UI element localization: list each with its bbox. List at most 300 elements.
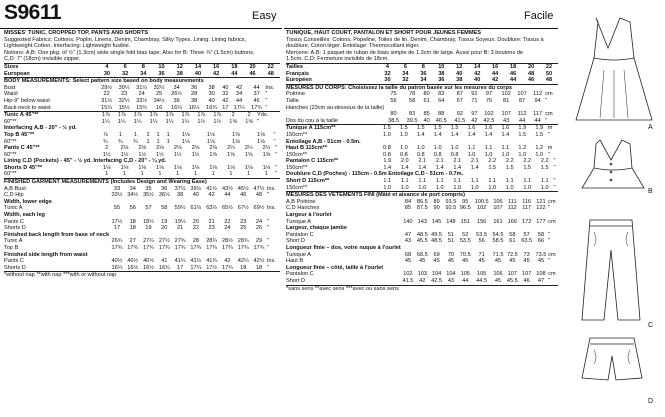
table-cell: 16¾ [156,265,172,272]
table-cell: 64 [432,98,451,105]
table-cell: 84 [401,199,415,206]
table-cell: 107 [491,205,505,212]
table-cell: ¾ [113,139,128,146]
table-cell [458,212,472,219]
table-cell [534,212,548,219]
table-cell: 1.4 [413,165,431,172]
table-cell: 72.5 [505,252,519,259]
unit-cell: Yds. [257,112,280,119]
fgm-title-fr: MESURES DES VÊTEMENTS FINI (Mâté et aisance de port compris) [286,192,558,199]
table-cell: 117 [530,111,545,118]
table-cell: 17 [172,265,188,272]
table-cell: 80 [421,91,432,98]
table-cell: 1⅞ [130,112,146,119]
table-cell: 17¾ [172,245,188,252]
unit-cell: m [548,125,558,132]
table-cell: 67½ [235,205,251,212]
table-cell: 47 [401,232,415,239]
table-cell: 87.5 [415,205,429,212]
table-cell: 26 [251,225,267,232]
table-cell: 45 [534,258,548,265]
title-en: MISSES' TUNIC, CROPPED TOP, PANTS AND SHORTS [4,30,280,37]
table-cell: 17¼ [188,265,204,272]
table-cell: 1.1 [483,178,501,185]
table-cell: 40½ [141,258,157,265]
table-cell: 43½ [220,186,236,193]
yardage-note [4,158,280,165]
unit-cell [548,212,558,219]
table-cell: 44 [530,118,545,125]
table-cell: 2.0 [396,158,414,165]
table-cell: 121 [534,199,548,206]
row-label: Longueur finie – dos, votre nuque à l'ourlet [286,245,401,252]
table-cell: 41½ [188,258,204,265]
row-label: A,B Poitrine [286,199,401,206]
unit-cell [548,245,558,252]
unit-cell [267,212,280,219]
fgm-row [286,278,558,285]
table-cell: 2.1 [413,158,431,165]
table-cell: 53.5 [458,238,472,245]
table-cell: 34½ [125,192,141,199]
unit-cell [267,199,280,206]
row-label: Pantalon C [286,232,401,239]
table-cell [204,212,220,219]
table-cell: 66 [534,238,548,245]
row-label: Largeur, chaque jambe [286,225,401,232]
table-cell: 38 [203,85,221,92]
table-cell: 1.0 [395,132,412,139]
unit-cell: " [267,225,280,232]
row-label: Européen [286,77,378,84]
table-cell: 1 [169,171,187,178]
table-cell: ¾ [128,139,143,146]
table-cell: 1 [116,171,134,178]
table-cell: 22 [262,64,280,71]
table-cell: 30½ [115,85,133,92]
table-cell: 2.1 [466,158,484,165]
table-cell: 67 [451,98,470,105]
level-en: Easy [252,10,276,22]
table-cell: 42 [204,192,220,199]
row-label: Pants C [4,258,109,265]
table-cell: 58 [505,232,519,239]
table-cell: 100.5 [472,199,490,206]
fabrics-line: C,D: 7" (18cm) invisible zipper. [4,56,280,63]
table-cell: 2¼ [240,145,258,152]
fabrics-line: Lightweight Cotton. Interfacing: Lightweight fusible. [4,43,280,50]
table-cell: 1.0 [413,185,431,192]
table-cell: 91.5 [444,199,458,206]
yardage-row [4,132,280,139]
table-cell: ¾ [98,139,113,146]
row-label: Tailles [286,64,378,71]
table-cell: 1.4 [431,165,449,172]
table-cell: 57 [141,205,157,212]
table-cell: 145 [429,219,443,226]
table-cell: 17¾ [251,245,267,252]
unit-cell [267,232,280,239]
table-cell: 1⅛ [173,132,198,139]
unit-cell [267,252,280,259]
table-cell: 45 [505,258,519,265]
table-cell: 12 [171,64,189,71]
table-cell: 17¾ [220,245,236,252]
table-cell: 52 [458,232,472,239]
row-label: Hanches (23cm au-dessous de la taille) [286,105,384,112]
table-cell [429,265,443,272]
fabrics-line: Mercerie: A,B: 1 paquet de ruban de biais simple de 1.3cm de large. Aussi pour B: 3 boutons de [286,50,558,57]
table-cell: 14 [468,64,486,71]
row-label: 150cm** [286,152,378,159]
table-cell: 107 [498,111,514,118]
table-cell: 2⅛ [169,145,187,152]
table-cell: 58 [534,232,548,239]
table-cell [109,212,125,219]
table-cell: 2¼ [222,145,240,152]
table-cell: 1.5 [483,165,501,172]
table-cell: 45 [444,258,458,265]
table-cell: 48.5 [415,232,429,239]
table-cell: 20 [243,64,261,71]
table-cell: 17¾ [248,105,266,112]
fgm-row [4,219,280,226]
table-cell: 1.0 [466,185,484,192]
table-cell: 4 [378,64,396,71]
unit-cell: " [548,278,558,285]
unit-cell: " [548,258,558,265]
fabrics-notions-en [4,37,280,63]
table-cell: 44 [514,118,530,125]
unit-cell: " [267,265,280,272]
table-cell: 17¾ [125,245,141,252]
table-cell: 1.0 [536,185,554,192]
table-cell: 38 [172,192,188,199]
row-label: Finished side length from waist [4,252,109,259]
table-cell: 71 [469,98,480,105]
table-cell: 35½ [141,192,157,199]
table-cell: 20 [188,219,204,226]
yardage-row [286,152,558,159]
table-cell: 17½ [204,265,220,272]
table-cell: 76 [480,98,499,105]
table-cell: 24 [133,91,151,98]
row-label: Back-neck to waist [4,105,98,112]
table-cell: 6 [116,64,134,71]
table-cell: 29 [251,238,267,245]
table-cell [141,199,157,206]
row-label: Tunique A 115cm** [286,125,378,132]
table-cell: 2.2 [518,158,536,165]
table-cell [472,212,490,219]
yardage-row [286,158,558,165]
body-title-en: BODY MEASUREMENTS: Select pattern size based on body measurements [4,78,280,85]
table-cell: 41¾ [204,258,220,265]
unit-cell: " [265,98,280,105]
table-cell: 15¼ [98,105,116,112]
table-cell: 0.8 [429,152,446,159]
table-cell: 42 [415,278,429,285]
table-cell: 95 [458,199,472,206]
table-cell: 46 [235,192,251,199]
fgm-row [286,258,558,265]
table-cell: 46 [504,71,522,78]
table-cell: 36 [152,71,170,78]
table-cell: 39½ [188,186,204,193]
table-cell: 46 [243,71,261,78]
table-cell: 43 [444,278,458,285]
yardage-block [4,112,280,125]
table-cell: 2 [225,112,241,119]
fgm-title-en: FINISHED GARMENT MEASUREMENTS (Includes Design and Wearing Ease) [4,179,280,186]
header-fr [284,0,558,29]
table-cell: 1⅛ [204,165,222,172]
table-cell: 42.5 [480,118,499,125]
table-cell: 2.2 [536,158,554,165]
table-cell [472,245,490,252]
table-cell [444,212,458,219]
table-cell: 1¼ [146,119,162,126]
table-cell: 58.5 [491,238,505,245]
table-cell: 26½ [168,91,186,98]
table-cell: 40½ [125,258,141,265]
table-cell: 44 [486,71,504,78]
table-cell [421,105,432,112]
yardage-block [4,165,280,178]
table-cell: 27 [125,238,141,245]
table-cell: 1.1 [396,178,414,185]
table-cell: 27¼ [141,238,157,245]
table-cell: 42½ [251,258,267,265]
table-cell: 18 [251,265,267,272]
table-cell: 45 [491,258,505,265]
table-cell: 34½ [150,98,168,105]
table-cell: 89 [429,199,443,206]
table-cell: 40 [450,71,468,78]
row-label: 150cm** [286,185,378,192]
row-label: Sizes [4,64,98,71]
shorts-d-drawing [582,338,642,380]
table-cell [534,225,548,232]
table-cell: 166 [505,219,519,226]
table-cell: 81 [498,98,514,105]
table-cell: 1.0 [396,185,414,192]
table-cell [530,105,545,112]
row-label: Tunique A [286,252,401,259]
table-cell: 42 [468,71,486,78]
row-label: 150cm** [286,132,378,139]
table-cell: 24 [251,219,267,226]
table-cell: 1 [128,132,143,139]
yardage-block [286,125,558,138]
table-cell: 36 [414,71,432,78]
table-cell [401,265,415,272]
body-row [286,98,558,105]
table-cell: 20 [156,225,172,232]
body-title-fr: MESURES DU CORPS: Choisissez la taille du patron basée sur les mesures du corps [286,85,558,92]
table-cell: 63.5 [519,238,533,245]
table-cell: 35 [141,186,157,193]
row-label: Top B 45"** [4,132,98,139]
table-cell: 1.5 [514,132,531,139]
table-cell: 2⅛ [151,145,169,152]
table-cell [505,245,519,252]
unit-cell: " [267,238,280,245]
table-cell [172,252,188,259]
table-cell: 1.0 [514,152,531,159]
table-cell: 16 [207,64,225,71]
table-cell [491,212,505,219]
row-label: Tunique A [286,219,401,226]
fgm-row [4,238,280,245]
table-cell: 46 [248,98,266,105]
table-cell: 1⅛ [222,165,240,172]
row-label: Dos du cou à la taille [286,118,384,125]
table-cell: 1⅛ [223,132,248,139]
footnote-en: *without nap **with nap ***with or without nap [4,271,280,279]
row-label: Pants C [4,219,109,226]
table-cell: 15¾ [133,105,151,112]
table-cell: 4 [98,64,116,71]
table-cell: 107 [514,91,530,98]
table-cell [125,232,141,239]
table-cell: 2.2 [501,158,519,165]
body-row [286,105,558,112]
table-cell: 85 [421,111,432,118]
row-label: Hip-9" below waist [4,98,98,105]
table-cell: 44 [220,192,236,199]
row-label: 60"** [4,171,98,178]
table-cell [472,265,490,272]
table-cell: 1.4 [463,132,480,139]
table-cell: 30 [98,71,116,78]
table-cell: 28 [185,91,203,98]
row-label: Taille [286,98,384,105]
yardage-block [4,158,280,165]
table-cell: 1½ [98,152,116,159]
table-cell: 61 [505,238,519,245]
row-label: Width, each leg [4,212,109,219]
table-cell: 1½ [193,119,209,126]
table-cell [472,225,490,232]
table-cell: 1½ [169,152,187,159]
table-cell: 42.5 [429,278,443,285]
table-cell: 43 [498,118,514,125]
table-cell [491,245,505,252]
table-cell [172,232,188,239]
yardage-row [4,171,280,178]
table-cell: 0.8 [412,152,429,159]
fgm-row [4,225,280,232]
table-cell: 40½ [109,258,125,265]
row-label: Bust [4,85,98,92]
table-cell: 70 [444,252,458,259]
table-cell: 17¼ [230,105,248,112]
table-cell: 18½ [141,219,157,226]
yardage-row [4,165,280,172]
table-cell: 69½ [251,205,267,212]
table-cell: 83 [432,91,451,98]
table-cell: 44 [504,77,522,84]
table-cell: 97 [480,91,499,98]
table-cell: 1⅛ [187,165,205,172]
table-cell: 1.0 [378,185,396,192]
table-cell: 45.5 [505,278,519,285]
yardage-row [286,165,558,172]
table-cell: 1.0 [483,185,501,192]
garment-illustrations [564,0,665,412]
table-cell: 1⅛ [151,165,169,172]
view-label-c: C [648,322,653,329]
table-cell: 1.1 [480,145,497,152]
row-label: Poitrine [286,91,384,98]
table-cell: 104 [444,271,458,278]
table-cell: 58 [156,205,172,212]
table-cell: 38 [171,71,189,78]
table-cell: 32½ [115,98,133,105]
unit-cell: " [548,152,558,159]
row-label: Finished back length from base of neck [4,232,109,239]
unit-cell: Ins. [267,205,280,212]
table-cell: 1 [222,171,240,178]
table-cell: 2⅛ [187,145,205,152]
table-cell: 46 [519,278,533,285]
table-cell: 56 [125,205,141,212]
table-cell: 83 [403,111,422,118]
unit-cell: " [275,145,280,152]
table-cell: 50 [540,71,558,78]
table-cell: 1.1 [378,178,396,185]
yardage-note-text: Entoilage A,B - 51cm - 0.5m. [286,139,558,146]
table-cell: 90 [429,205,443,212]
table-cell: 34 [396,71,414,78]
table-cell [444,245,458,252]
unit-cell: " [267,245,280,252]
european-sizes-row [286,77,558,84]
row-label: Français [286,71,378,78]
yardage-block [4,145,280,158]
fgm-row [286,265,558,272]
table-cell [401,212,415,219]
table-cell [458,245,472,252]
table-cell: 42 [230,85,248,92]
row-label: Width, lower edge [4,199,109,206]
table-cell: 57 [519,232,533,239]
table-cell: 1 [98,171,116,178]
table-cell: 1.0 [463,152,480,159]
table-cell: 1½ [187,152,205,159]
table-cell: 87 [514,98,530,105]
table-cell: 36½ [156,192,172,199]
table-cell: 19 [141,225,157,232]
table-cell [498,105,514,112]
table-cell [384,105,403,112]
table-cell: 37½ [172,186,188,193]
table-cell: 17¾ [188,245,204,252]
table-cell: 41¼ [172,258,188,265]
fgm-row [286,199,558,206]
view-label-b: B [648,188,653,195]
table-cell: 16½ [125,265,141,272]
table-cell: 69 [429,252,443,259]
table-cell: 21 [204,219,220,226]
table-cell: 116 [519,199,533,206]
table-cell: 1⅛ [258,165,276,172]
table-cell: 1⅝ [240,152,258,159]
table-cell [491,265,505,272]
table-cell: 1.0 [518,185,536,192]
french-sizes-row [286,71,558,78]
